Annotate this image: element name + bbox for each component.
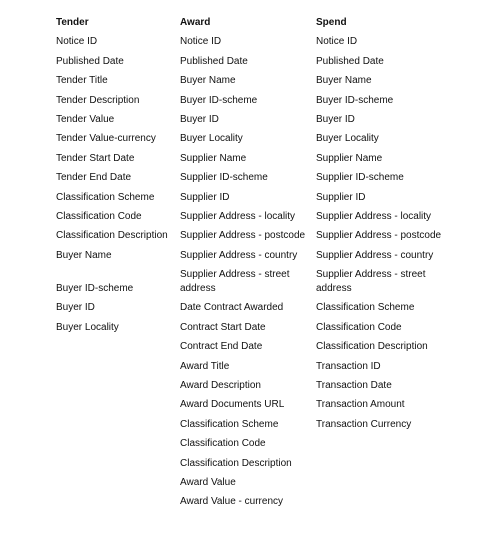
award-field: Supplier Address - locality (180, 210, 296, 222)
spend-field: Supplier Address - street address (316, 269, 426, 295)
award-field: Supplier Address - street address (180, 269, 290, 295)
award-field: Supplier Name (180, 152, 247, 164)
tender-field: Tender Start Date (56, 152, 135, 164)
tender-field: Buyer ID (56, 302, 95, 314)
spend-field: Supplier ID (316, 191, 366, 203)
spend-column-header: Spend (316, 17, 347, 28)
award-field: Award Documents URL (180, 399, 285, 411)
tender-field: Notice ID (56, 36, 98, 48)
award-field: Buyer Name (180, 75, 236, 87)
spend-field: Supplier Name (316, 152, 383, 164)
spend-field: Transaction Amount (316, 399, 405, 411)
award-field: Supplier ID-scheme (180, 172, 268, 184)
award-field: Award Title (180, 360, 230, 372)
spend-field: Supplier ID-scheme (316, 172, 404, 184)
spend-field: Buyer ID (316, 113, 355, 125)
spend-field: Published Date (316, 55, 384, 67)
award-field: Supplier ID (180, 191, 230, 203)
spend-field: Buyer Name (316, 75, 372, 87)
tender-field: Tender Value (56, 113, 115, 125)
spend-field: Classification Code (316, 321, 402, 333)
spend-field: Notice ID (316, 36, 358, 48)
award-field: Notice ID (180, 36, 222, 48)
spend-field: Transaction ID (316, 360, 381, 372)
tender-spacer (56, 268, 174, 282)
tender-field: Tender Description (56, 94, 140, 106)
award-field: Classification Scheme (180, 418, 279, 430)
spend-field: Classification Description (316, 341, 428, 353)
tender-field: Tender End Date (56, 172, 132, 184)
tender-column-header: Tender (56, 17, 89, 28)
spend-column (316, 16, 446, 437)
award-field: Buyer ID (180, 113, 219, 125)
award-field: Supplier Address - country (180, 249, 298, 261)
award-field: Classification Code (180, 438, 266, 450)
spend-field: Buyer ID-scheme (316, 94, 394, 106)
award-field: Date Contract Awarded (180, 302, 284, 314)
tender-field: Classification Scheme (56, 191, 155, 203)
tender-field: Buyer Locality (56, 321, 119, 333)
tender-field: Tender Title (56, 75, 108, 87)
tender-field: Buyer ID-scheme (56, 283, 134, 295)
award-field: Supplier Address - postcode (180, 230, 306, 242)
tender-field: Buyer Name (56, 249, 112, 261)
award-field: Award Description (180, 380, 261, 392)
award-column (180, 16, 310, 515)
spend-field: Supplier Address - country (316, 249, 434, 261)
award-field: Published Date (180, 55, 248, 67)
tender-column (56, 16, 174, 340)
award-field: Award Value (180, 476, 236, 488)
tender-field: Tender Value-currency (56, 133, 156, 145)
award-column-header: Award (180, 17, 211, 28)
award-field: Contract End Date (180, 341, 263, 353)
award-field: Classification Description (180, 457, 292, 469)
tender-field: Published Date (56, 55, 124, 67)
award-field: Buyer Locality (180, 133, 243, 145)
award-field: Buyer ID-scheme (180, 94, 258, 106)
award-field: Award Value - currency (180, 496, 284, 508)
spend-field: Supplier Address - locality (316, 210, 432, 222)
award-field: Contract Start Date (180, 321, 266, 333)
spend-field: Buyer Locality (316, 133, 379, 145)
spend-field: Transaction Currency (316, 418, 412, 430)
spend-field: Classification Scheme (316, 302, 415, 314)
spend-field: Transaction Date (316, 380, 392, 392)
tender-field: Classification Description (56, 230, 168, 242)
spend-field: Supplier Address - postcode (316, 230, 442, 242)
tender-field: Classification Code (56, 210, 142, 222)
